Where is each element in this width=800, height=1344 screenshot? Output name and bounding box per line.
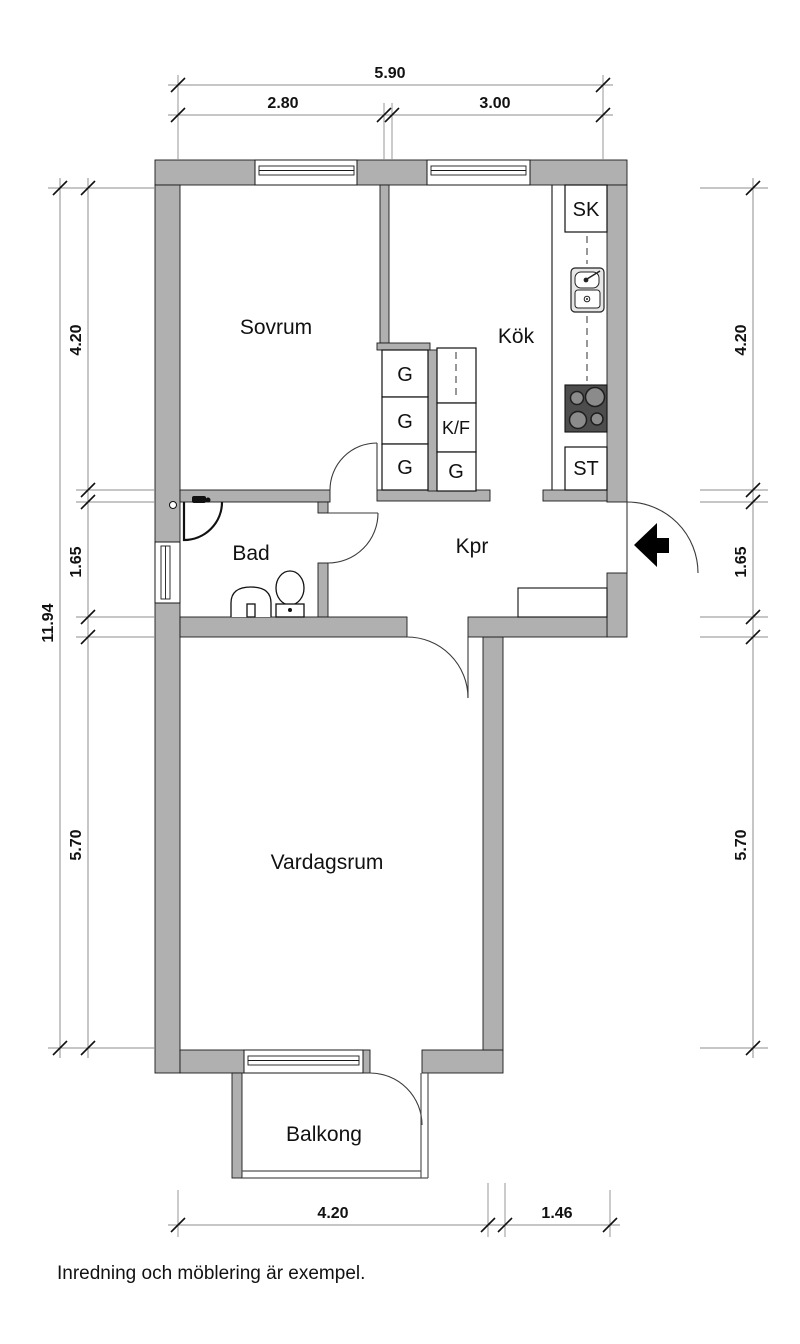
kitchen-counter (552, 185, 607, 490)
dim-top-left: 2.80 (267, 95, 299, 112)
entrance-arrow-icon (634, 523, 669, 567)
door-living-room-icon (407, 637, 468, 698)
unit-label-st: ST (573, 458, 599, 480)
hallway-shelf (518, 588, 607, 617)
door-balcony-icon (370, 1073, 422, 1125)
dim-left-middle: 1.65 (68, 546, 85, 578)
room-label-hallway: Kpr (455, 535, 489, 558)
stove-icon (565, 385, 607, 432)
washbasin-icon (231, 587, 271, 617)
toilet-icon (276, 571, 304, 617)
dim-right-upper: 4.20 (733, 324, 750, 356)
dim-left-total: 11.94 (40, 603, 57, 643)
door-entrance-icon (627, 502, 698, 573)
room-label-living-room: Vardagsrum (270, 851, 384, 874)
dim-bottom-right: 1.46 (541, 1205, 573, 1222)
window-kitchen-icon (427, 160, 530, 185)
sink-icon (571, 268, 604, 312)
window-living-room-icon (244, 1050, 363, 1073)
unit-label-g1: G (397, 364, 413, 386)
dim-left-upper: 4.20 (68, 324, 85, 356)
door-bathroom-icon (328, 513, 378, 563)
unit-label-sk: SK (572, 199, 600, 221)
unit-label-kf: K/F (441, 418, 471, 438)
room-label-kitchen: Kök (497, 325, 535, 348)
dim-top-right: 3.00 (479, 95, 511, 112)
unit-label-g2: G (397, 411, 413, 433)
exterior-walls (155, 160, 627, 1178)
footnote-text: Inredning och möblering är exempel. (57, 1263, 366, 1284)
unit-label-g3: G (397, 457, 413, 479)
unit-label-g4: G (448, 461, 464, 483)
dim-left-lower: 5.70 (68, 829, 85, 861)
room-label-bedroom: Sovrum (239, 316, 313, 339)
dim-right-middle: 1.65 (733, 546, 750, 578)
window-bathroom-icon (155, 542, 180, 603)
window-bedroom-icon (255, 160, 357, 185)
room-label-balcony: Balkong (286, 1123, 362, 1146)
dim-right-lower: 5.70 (733, 829, 750, 861)
room-label-bathroom: Bad (232, 542, 270, 565)
dim-bottom-left: 4.20 (317, 1205, 349, 1222)
door-bedroom-icon (330, 443, 377, 490)
dim-top-total: 5.90 (374, 65, 406, 82)
